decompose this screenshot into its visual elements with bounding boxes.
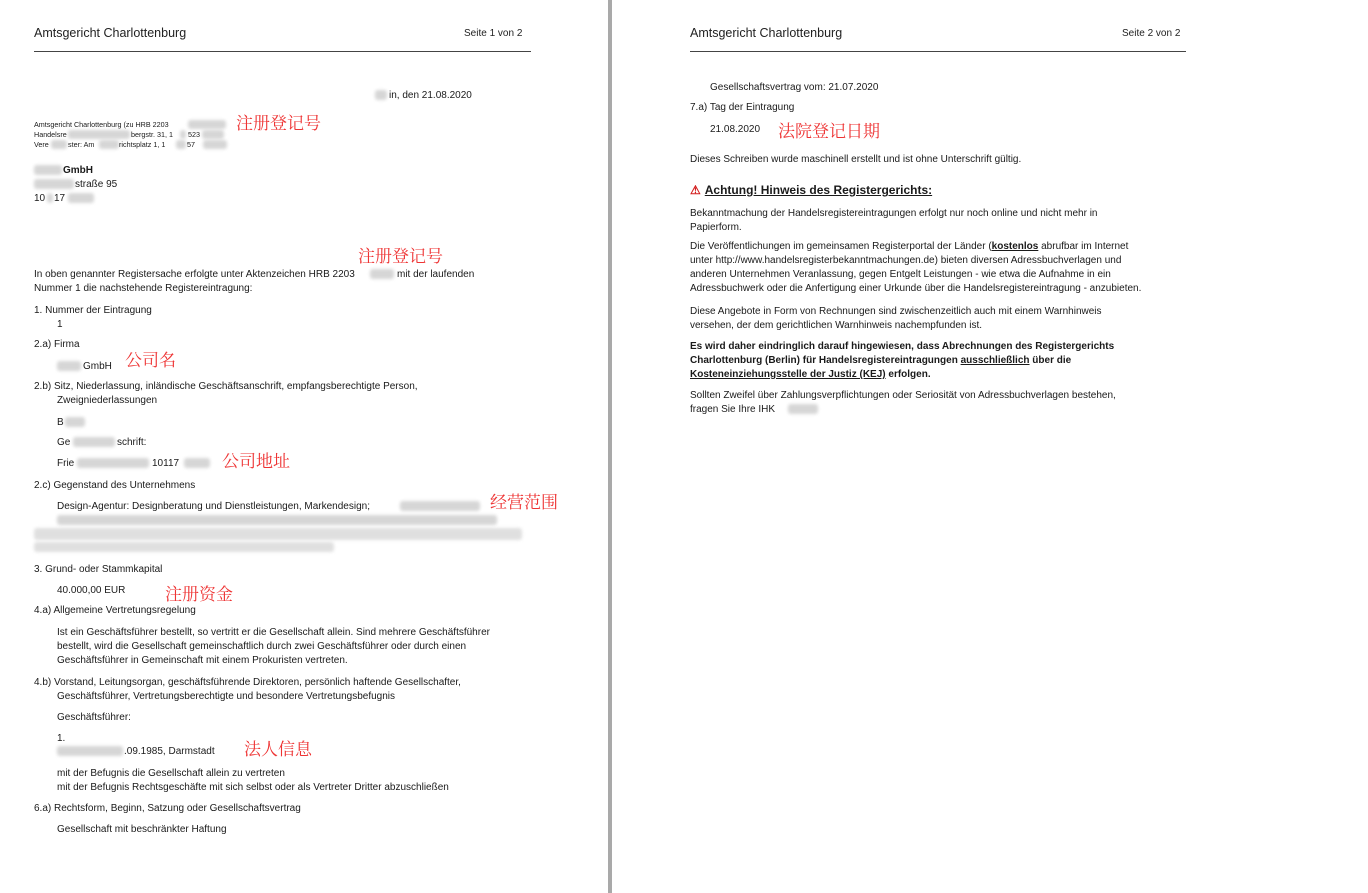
redaction (370, 269, 394, 279)
section-3-value: 40.000,00 EUR (57, 585, 126, 596)
section-4a-line-2: bestellt, wird die Gesellschaft gemeinschaftlich durch zwei Geschäftsführer oder durch einen (57, 641, 467, 652)
annotation-business-scope: 经营范围 (490, 493, 558, 513)
section-6a-value: Gesellschaft mit beschränkter Haftung (57, 824, 227, 835)
intro-line-1-end: mit der laufenden (397, 269, 475, 280)
section-2a-heading: 2.a) Firma (34, 339, 80, 350)
sender-line-2b: bergstr. 31, 1 (131, 130, 173, 139)
para-3-line-2: versehen, der dem gerichtlichen Warnhinweis nachempfunden ist. (690, 320, 983, 331)
court-header: Amtsgericht Charlottenburg (690, 26, 843, 40)
redaction (99, 140, 119, 149)
warning-heading (690, 183, 932, 198)
contract-date: Gesellschaftsvertrag vom: 21.07.2020 (710, 82, 879, 93)
redaction (73, 437, 115, 447)
redaction (65, 417, 85, 427)
redaction (51, 140, 67, 149)
section-7a-value: 21.08.2020 (710, 124, 761, 135)
page-number: Seite 1 von 2 (464, 28, 523, 39)
recipient-street: straße 95 (75, 179, 118, 190)
annotation-company-name: 公司名 (125, 351, 176, 371)
redaction (68, 130, 130, 139)
sender-line-3a: Vere (34, 140, 49, 149)
redaction (57, 361, 81, 371)
para-2-line-1 (690, 240, 1128, 253)
section-4b-line-1: mit der Befugnis die Gesellschaft allein zu vertreten (57, 768, 285, 779)
section-2c-text: Design-Agentur: Designberatung und Dienstleistungen, Markendesign; (57, 501, 370, 512)
para-5-line-2: fragen Sie Ihre IHK (690, 404, 776, 415)
warning-title: Achtung! Hinweis des Registergerichts: (704, 183, 933, 197)
section-2b-addr-label-b: schrift: (117, 437, 147, 448)
redaction (180, 130, 186, 139)
para-4-line-1: Es wird daher eindringlich darauf hingewiesen, dass Abrechnungen des Registergerichts (690, 341, 1115, 352)
para-2-text: Die Veröffentlichungen im gemeinsamen Registerportal der Länder ( (690, 241, 992, 252)
sender-line-2c: 523 (188, 130, 200, 139)
annotation-legal-person: 法人信息 (244, 740, 312, 760)
machine-note: Dieses Schreiben wurde maschinell erstellt und ist ohne Unterschrift gültig. (690, 154, 1022, 165)
section-7a-heading: 7.a) Tag der Eintragung (690, 102, 795, 113)
redaction (68, 193, 94, 203)
document-page-1 (0, 0, 608, 893)
para-4-line-3 (690, 368, 931, 381)
para-3-line-1: Diese Angebote in Form von Rechnungen sind zwischenzeitlich auch mit einem Warnhinweis (690, 306, 1102, 317)
kostenlos-link: kostenlos (991, 241, 1039, 252)
para-2-line-4: Adressbuchwerk oder die Anfertigung einer Urkunde über die Handelsregistereintragung - anzubieten. (690, 283, 1142, 294)
recipient-company: GmbH (63, 165, 93, 176)
redaction (176, 140, 186, 149)
sender-line-1: Amtsgericht Charlottenburg (zu HRB 2203 (34, 120, 169, 129)
para-1-line-1: Bekanntmachung der Handelsregistereintragungen erfolgt nur noch online und nicht mehr in (690, 208, 1098, 219)
ausschliesslich-emphasis: ausschließlich (960, 355, 1030, 366)
page-number: Seite 2 von 2 (1122, 28, 1181, 39)
redaction (34, 542, 334, 552)
section-2b-heading-2: Zweigniederlassungen (57, 395, 158, 406)
section-4b-gf-label: Geschäftsführer: (57, 712, 131, 723)
kej-emphasis: Kosteneinziehungsstelle der Justiz (KEJ) (690, 369, 886, 380)
court-header: Amtsgericht Charlottenburg (34, 26, 187, 40)
para-4-text: erfolgen. (885, 369, 931, 380)
annotation-registered-capital: 注册资金 (165, 585, 233, 605)
annotation-reg-no: 注册登记号 (236, 114, 321, 134)
section-1-heading: 1. Nummer der Eintragung (34, 305, 152, 316)
redaction (34, 179, 74, 189)
section-4b-number: 1. (57, 733, 66, 744)
section-2b-city: B (57, 417, 64, 428)
section-1-value: 1 (57, 319, 63, 330)
section-4b-line-2: mit der Befugnis Rechtsgeschäfte mit sich selbst oder als Vertreter Dritter abzuschließen (57, 782, 449, 793)
intro-line-1: In oben genannter Registersache erfolgte unter Aktenzeichen HRB 2203 (34, 269, 355, 280)
redaction (184, 458, 210, 468)
section-2b-addr-a: Frie (57, 458, 75, 469)
document-page-2 (612, 0, 1368, 893)
redaction (57, 746, 123, 756)
section-3-heading: 3. Grund- oder Stammkapital (34, 564, 163, 575)
recipient-city-mid: 17 (54, 193, 66, 204)
redaction (788, 404, 818, 414)
para-4-text: Charlottenburg (Berlin) für Handelsregistereintragungen (690, 355, 961, 366)
date-line: in, den 21.08.2020 (389, 90, 472, 101)
redaction (47, 193, 53, 203)
section-2a-value: GmbH (83, 361, 112, 372)
warning-icon: ⚠ (690, 183, 701, 197)
section-4b-heading-2: Geschäftsführer, Vertretungsberechtigte und besondere Vertretungsbefugnis (57, 691, 395, 702)
sender-line-3d: 57 (187, 140, 195, 149)
redaction (400, 501, 480, 511)
section-2c-heading: 2.c) Gegenstand des Unternehmens (34, 480, 196, 491)
section-2b-addr-b: 10117 (152, 458, 180, 469)
recipient-city-prefix: 10 (34, 193, 46, 204)
para-4-text: über die (1029, 355, 1072, 366)
header-rule (690, 51, 1186, 52)
annotation-reg-no: 注册登记号 (358, 247, 443, 267)
sender-line-3c: richtsplatz 1, 1 (119, 140, 166, 149)
annotation-court-reg-date: 法院登记日期 (778, 122, 880, 142)
section-4b-person: .09.1985, Darmstadt (124, 746, 215, 757)
redaction (34, 165, 62, 175)
redaction (77, 458, 149, 468)
section-2b-heading-1: 2.b) Sitz, Niederlassung, inländische Geschäftsanschrift, empfangsberechtigte Person, (34, 381, 418, 392)
redaction (34, 528, 522, 540)
redaction (202, 130, 224, 139)
para-4-line-2 (690, 354, 1071, 367)
section-2b-addr-label-a: Ge (57, 437, 71, 448)
sender-line-2a: Handelsre (34, 130, 67, 139)
para-2-line-3: anderen Unternehmen Veranlassung, gegen Entgelt Leistungen - wie etwa die Aufnahme in ein (690, 269, 1111, 280)
redaction (57, 515, 497, 525)
section-4b-heading-1: 4.b) Vorstand, Leitungsorgan, geschäftsführende Direktoren, persönlich haftende Gesellschafter, (34, 677, 461, 688)
section-4a-line-1: Ist ein Geschäftsführer bestellt, so vertritt er die Gesellschaft allein. Sind mehrere Geschäftsführer (57, 627, 490, 638)
para-1-line-2: Papierform. (690, 222, 742, 233)
para-2-line-2: unter http://www.handelsregisterbekanntmachungen.de) bieten diversen Adressbuchverlagen und (690, 255, 1122, 266)
section-6a-heading: 6.a) Rechtsform, Beginn, Satzung oder Gesellschaftsvertrag (34, 803, 301, 814)
redaction (375, 90, 387, 100)
header-rule (34, 51, 531, 52)
section-4a-heading: 4.a) Allgemeine Vertretungsregelung (34, 605, 196, 616)
sender-line-3b: ster: Am (68, 140, 95, 149)
annotation-company-address: 公司地址 (222, 452, 290, 472)
redaction (188, 120, 226, 129)
para-2-text: abrufbar im Internet (1038, 241, 1129, 252)
redaction (203, 140, 227, 149)
section-4a-line-3: Geschäftsführer in Gemeinschaft mit einem Prokuristen vertreten. (57, 655, 348, 666)
intro-line-2: Nummer 1 die nachstehende Registereintragung: (34, 283, 253, 294)
para-5-line-1: Sollten Zweifel über Zahlungsverpflichtungen oder Seriosität von Adressbuchverlagen bestehen, (690, 390, 1116, 401)
